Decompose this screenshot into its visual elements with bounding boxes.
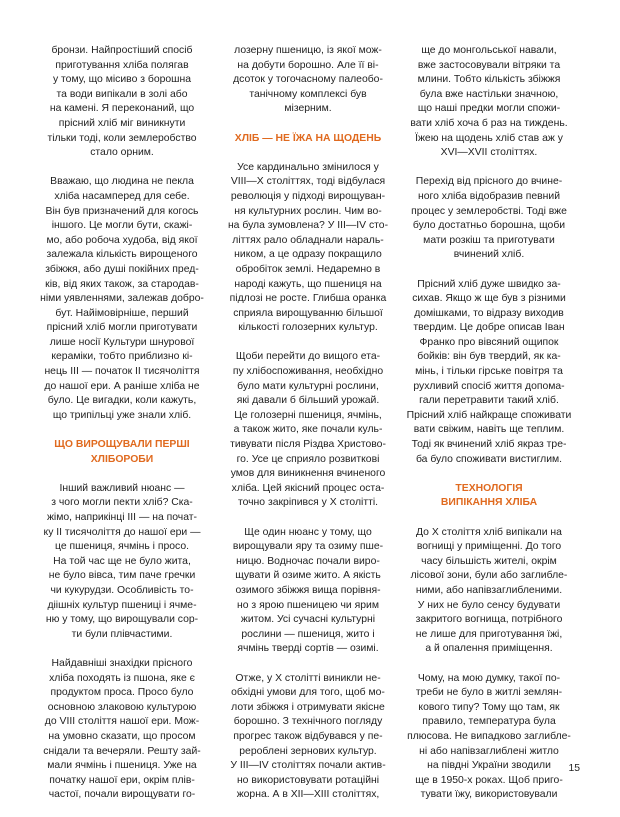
text-line: початку нашої ери, окрім плів- xyxy=(49,774,195,786)
text-line: кількості голозерних культур. xyxy=(238,322,378,334)
text-line: ще в 1950-х роках. Щоб приго- xyxy=(415,774,563,786)
paragraph xyxy=(403,175,575,263)
text-line: ні або напівзаглиблені житло xyxy=(419,745,559,757)
text-line: на умовно сказати, що просом xyxy=(48,730,196,742)
text-line: бронзи. Найпростіший спосіб xyxy=(51,45,193,56)
text-line: стало орним. xyxy=(90,147,154,159)
text-line: це пшениця, ячмінь і просо. xyxy=(54,541,190,553)
text-line: сихав. Якщо ж ще був з різними xyxy=(412,293,566,305)
text-column-3 xyxy=(403,44,575,817)
text-line: ницю. Водночас почали виро- xyxy=(236,555,380,567)
text-line: з чого могли пекти хліб? Ска- xyxy=(51,497,193,509)
text-line: кераміки, тобто приблизно кі- xyxy=(51,351,193,363)
text-line: хліба. Цей якісний процес оста- xyxy=(231,482,385,494)
text-line: дсоток у тогочасному палеобо- xyxy=(233,74,383,86)
text-line: вчинений хліб. xyxy=(453,249,525,261)
text-line: лише носії Культури шнурової xyxy=(49,336,195,348)
text-line: вати хліб хоча б раз на тиждень. xyxy=(410,117,568,129)
text-line: діішніх культур пшениці і ячме- xyxy=(47,599,197,611)
text-line: процес у землеробстві. Тоді вже xyxy=(411,205,567,217)
text-line: У III—IV століттях почали актив- xyxy=(230,760,386,772)
text-line: приготування хліба полягав xyxy=(55,59,189,71)
text-line: у тому, що місиво з борошна xyxy=(52,74,192,86)
text-line: підлозі не росте. Глибша оранка xyxy=(229,293,387,305)
text-line: основною злаковою культурою xyxy=(47,701,197,713)
paragraph xyxy=(222,161,394,336)
text-line: ків, від яких також, за стародав- xyxy=(45,278,199,290)
text-line: які давали б більший урожай. xyxy=(236,395,380,407)
text-line: тільки тоді, коли землеробство xyxy=(47,132,197,144)
text-line: часу більшість жителі, окрім xyxy=(421,555,557,567)
text-line: та води випікали в золі або xyxy=(56,88,188,100)
text-line: а також жито, яке почали куль- xyxy=(233,424,383,436)
text-line: ячмінь тверді сортів — озимі. xyxy=(237,643,379,655)
text-line: Це голозерні пшениця, ячмінь, xyxy=(234,409,382,421)
text-line: збіжжя, або душі покійних пред- xyxy=(45,263,199,275)
text-line: обробіток землі. Недаремно в xyxy=(235,263,381,275)
text-line: мінь, і тільки гірське повітря та xyxy=(415,366,563,378)
text-line: на була зумовлена? У III—IV сто- xyxy=(227,220,389,232)
text-line: но з ярою пшеницею чи ярим xyxy=(237,599,379,611)
paragraph xyxy=(222,44,394,117)
text-line: на добути борошно. Але її ві- xyxy=(237,59,379,71)
text-line: хліба насамперед для себе. xyxy=(54,190,190,202)
text-line: млини. Тобто кількість збіжжя xyxy=(417,74,561,86)
text-line: снідали та вечеряли. Решту зай- xyxy=(43,745,201,757)
paragraph xyxy=(222,350,394,511)
text-line: кового типу? Тому що там, як xyxy=(418,701,560,713)
text-line: що наші предки могли спожи- xyxy=(417,103,561,115)
text-line: Франко про вівсяний ощипок xyxy=(419,336,559,348)
text-line: ХЛІБ — НЕ ЇЖА НА ЩОДЕНЬ xyxy=(234,132,382,144)
page-number: 15 xyxy=(568,763,580,774)
text-line: рухливий спосіб життя допома- xyxy=(413,380,565,392)
text-line: тивувати після Різдва Христово- xyxy=(230,439,386,451)
section-heading xyxy=(403,482,575,511)
text-line: На той час ще не було жита, xyxy=(53,555,191,567)
text-line: прогрес також відбувався у пе- xyxy=(233,730,383,742)
paragraph xyxy=(403,526,575,657)
text-line: го. Усе це сприяло розвиткові xyxy=(236,453,380,465)
text-line: вати свіжим, навіть ще теплим. xyxy=(413,424,565,436)
text-line: прісний хліб міг виникнути xyxy=(58,117,186,129)
paragraph xyxy=(403,44,575,161)
text-line: ного хліба відобразив певний xyxy=(418,190,560,202)
text-line: рослини — пшениця, жито і xyxy=(241,628,375,640)
text-line: У них не було сенсу будувати xyxy=(417,599,561,611)
text-line: Перехід від прісного до вчине- xyxy=(415,176,563,188)
text-line: мо, або робоча худоба, від якої xyxy=(46,234,198,246)
text-line: Тоді як вчинений хліб якраз тре- xyxy=(411,439,567,451)
text-line: Прісний хліб дуже швидко за- xyxy=(417,278,561,290)
text-line: було мати культурні рослини, xyxy=(237,380,379,392)
text-line: літтях рало обладнали нараль- xyxy=(232,234,384,246)
text-line: на півдні України зводили xyxy=(427,760,551,772)
paragraph xyxy=(403,278,575,468)
text-line: плюсова. Не випадково заглибле- xyxy=(407,730,571,742)
text-line: ба було споживати вистиглим. xyxy=(415,453,563,465)
text-line: Прісний хліб найкраще споживати xyxy=(406,409,572,421)
text-line: народі кажуть, що пшениця на xyxy=(234,278,382,290)
text-line: домішками, то відразу виходив xyxy=(414,307,564,319)
text-line: Ще один нюанс у тому, що xyxy=(244,526,372,538)
text-line: озимого збіжжя вища порівня- xyxy=(235,584,381,596)
text-line: ТЕХНОЛОГІЯ xyxy=(455,482,523,494)
section-heading xyxy=(222,132,394,147)
text-line: закритого вогнища, потрібного xyxy=(415,614,563,626)
text-line: ку II тисячоліття до нашої ери — xyxy=(43,526,201,538)
text-line: було достатньо борошна, щоби xyxy=(412,220,566,232)
text-line: ню у тому, що вирощували сор- xyxy=(45,614,199,626)
text-line: хліба походять із пшона, яке є xyxy=(49,672,195,684)
text-line: чи кукурудзи. Особливість то- xyxy=(50,584,194,596)
text-line: ними, або напівзаглибленими. xyxy=(415,584,563,596)
text-line: правило, температура була xyxy=(422,716,556,728)
text-line: рероблені зернових культур. xyxy=(239,745,377,757)
text-line: жорна. А в XII—XIII століттях, xyxy=(236,789,380,801)
text-line: продуктом проса. Просо було xyxy=(50,687,194,699)
text-line: не лише для приготування їжі, xyxy=(415,628,563,640)
text-line: бут. Найімовірніше, перший xyxy=(55,307,189,319)
text-line: треби не було в житлі землян- xyxy=(415,687,563,699)
text-line: залежала кількість вирощеного xyxy=(46,249,198,261)
section-heading xyxy=(36,438,208,467)
text-line: до нашої ери. А раніше хліба не xyxy=(44,380,200,392)
text-line: точно закріпився у X столітті. xyxy=(237,497,379,509)
text-line: Чому, на мою думку, такої по- xyxy=(417,672,561,684)
paragraph xyxy=(36,482,208,643)
text-line: ВИПІКАННЯ ХЛІБА xyxy=(440,497,538,509)
paragraph xyxy=(36,657,208,803)
text-line: Щоби перейти до вищого ета- xyxy=(235,351,381,363)
text-line: ти були плівчастими. xyxy=(71,628,173,640)
text-line: вже застосовували вітряки та xyxy=(417,59,561,71)
text-line: тувати їжу, використовували xyxy=(420,789,558,801)
text-line: ХЛІБОРОБИ xyxy=(90,453,154,465)
text-line: XVI—XVII століттях. xyxy=(440,147,538,159)
text-line: щувати й озиме жито. А якість xyxy=(235,570,381,582)
text-line: Усе кардинально змінилося у xyxy=(237,161,379,173)
text-line: но використовувати ротаційні xyxy=(236,774,380,786)
text-line: а й опалення приміщення. xyxy=(425,643,553,655)
text-line: умов для виникнення вчиненого xyxy=(230,468,386,480)
text-line: була вже настільки значною, xyxy=(419,88,559,100)
text-line: VIII—X століттях, тоді відбулася xyxy=(230,176,386,188)
text-line: що трипільці уже знали хліб. xyxy=(52,409,192,421)
text-line: ЩО ВИРОЩУВАЛИ ПЕРШІ xyxy=(54,439,190,451)
text-line: ще до монгольської навали, xyxy=(421,45,557,56)
text-line: прісний хліб могли приготувати xyxy=(46,322,198,334)
text-line: мати розкіш та приготувати xyxy=(423,234,555,246)
paragraph xyxy=(222,526,394,657)
text-line: Найдавніші знахідки прісного xyxy=(51,657,193,669)
text-line: До X століття хліб випікали на xyxy=(416,526,562,538)
text-line: Вважаю, що людина не пекла xyxy=(50,176,194,188)
text-column-1 xyxy=(36,44,208,817)
paragraph xyxy=(36,175,208,423)
text-line: на камені. Я переконаний, що xyxy=(49,103,195,115)
text-line: лозерну пшеницю, із якої мож- xyxy=(234,45,382,56)
text-line: борошно. З технічного погляду xyxy=(233,716,383,728)
text-line: до VIII століття нашої ери. Мож- xyxy=(44,716,200,728)
text-line: було. Це вигадки, коли кажуть, xyxy=(47,395,197,407)
text-line: сприяла вирощуванню більшої xyxy=(233,307,383,319)
paragraph xyxy=(403,672,575,803)
text-line: бойків: він був твердий, як ка- xyxy=(417,351,561,363)
text-column-2 xyxy=(222,44,394,817)
text-line: мізерним. xyxy=(284,103,332,115)
text-line: нець III — початок II тисячоліття xyxy=(44,366,200,378)
text-line: жімо, наприкінці III — на почат- xyxy=(46,512,197,523)
text-line: пу хлібоспоживання, необхідно xyxy=(232,366,384,378)
text-line: не було вівса, тим паче гречки xyxy=(48,570,196,582)
text-line: житом. Усі сучасні культурні xyxy=(240,614,376,626)
text-line: революція у підході вирощуван- xyxy=(230,190,386,202)
text-line: Він був призначений для когось xyxy=(45,205,199,217)
text-line: Отже, у X столітті виникли не- xyxy=(235,672,381,684)
text-line: танічному комплексі був xyxy=(249,88,367,100)
paragraph xyxy=(36,44,208,161)
text-line: гали перетравити такий хліб. xyxy=(419,395,559,407)
text-line: іншого. Це могли бути, скажі- xyxy=(51,220,193,232)
text-line: лісової зони, були або заглибле- xyxy=(410,570,568,582)
text-line: Їжею на щодень хліб став аж у xyxy=(415,132,563,144)
text-line: вирощували яру та озиму пше- xyxy=(232,541,384,553)
text-line: твердим. Це добре описав Іван xyxy=(413,322,565,334)
text-line: вогнищі у приміщенні. До того xyxy=(416,541,562,553)
text-line: ником, а це одразу покращило xyxy=(234,249,382,261)
paragraph xyxy=(222,672,394,803)
text-line: Інший важливий нюанс — xyxy=(59,482,185,494)
text-line: частої, почали вирощувати го- xyxy=(48,789,196,801)
text-line: ня культурних рослин. Чим во- xyxy=(234,205,382,217)
text-line: німи уявленнями, залежав добро- xyxy=(40,293,204,305)
text-line: обхідні умови для того, щоб мо- xyxy=(231,687,385,699)
text-line: лоти збіжжя і отримувати якісне xyxy=(231,701,385,713)
text-line: мали ячмінь і пшениця. Уже на xyxy=(47,760,197,772)
